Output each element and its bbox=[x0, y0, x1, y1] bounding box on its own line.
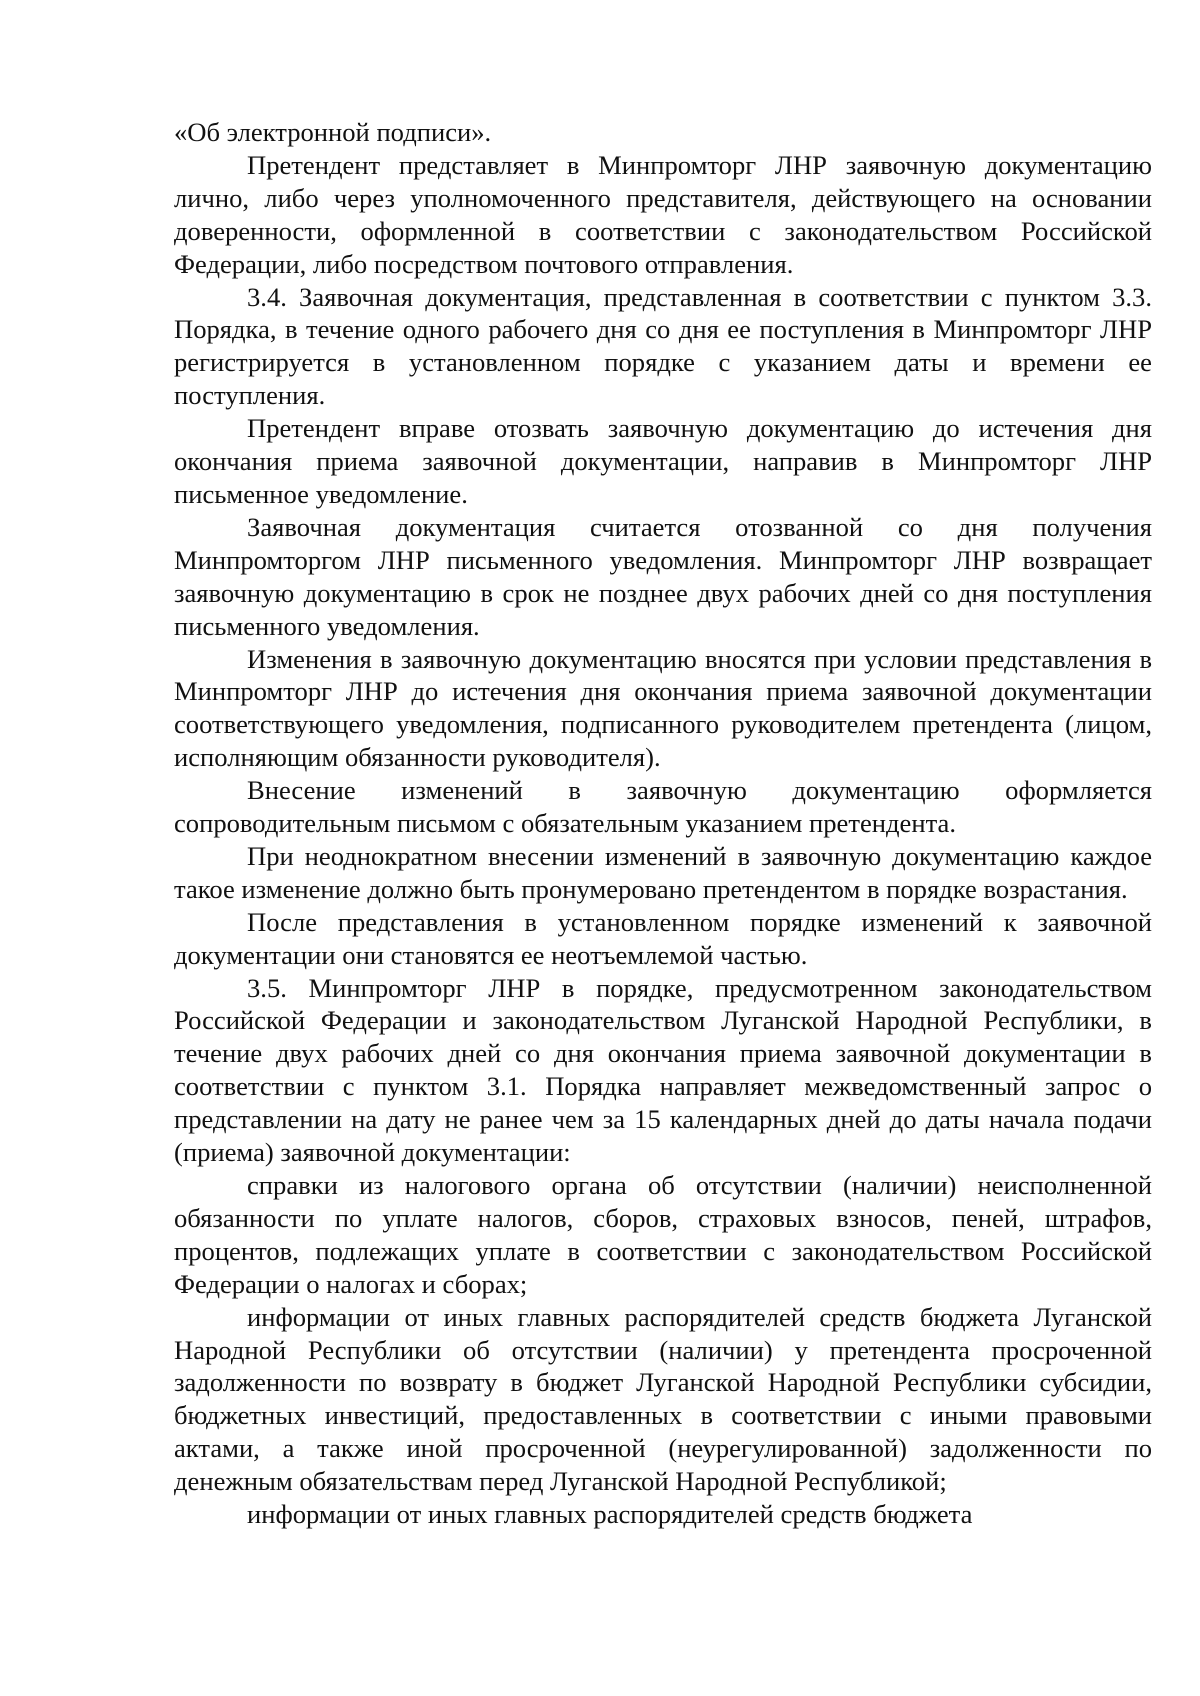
paragraph-12: информации от иных главных распорядителей средств бюджета Луганской Народной Республики об отсутствии (наличии) у претендента просроченной задолженности по возврату в бюджет Луганской Народной Республики субсидии, бюджетных инвестиций, предоставленных в соответствии с иными правовыми актами, а также иной просроченной (неурегулированной) задолженности по денежным обязательствам перед Луганской Народной Республикой; bbox=[174, 1301, 1152, 1497]
document-page bbox=[174, 116, 1152, 1531]
paragraph-11: справки из налогового органа об отсутствии (наличии) неисполненной обязанности по уплате налогов, сборов, страховых взносов, пеней, штрафов, процентов, подлежащих уплате в соответствии с законодательством Российской Федерации о налогах и сборах; bbox=[174, 1170, 1152, 1299]
paragraph-9: После представления в установленном порядке изменений к заявочной документации они становятся ее неотъемлемой частью. bbox=[174, 906, 1152, 970]
paragraph-13: информации от иных главных распорядителей средств бюджета bbox=[247, 1499, 973, 1530]
paragraph-3: 3.4. Заявочная документация, представленная в соответствии с пунктом 3.3. Порядка, в течение одного рабочего дня со дня ее поступления в Минпромторг ЛНР регистрируется в установленном порядке с указанием даты и времени ее поступления. bbox=[174, 281, 1152, 411]
paragraph-6: Изменения в заявочную документацию вносятся при условии представления в Минпромторг ЛНР до истечения дня окончания приема заявочной документации соответствующего уведомления, подписанного руководителем претендента (лицом, исполняющим обязанности руководителя). bbox=[174, 643, 1152, 773]
paragraph-1: «Об электронной подписи». bbox=[174, 117, 492, 147]
paragraph-7: Внесение изменений в заявочную документацию оформляется сопроводительным письмом с обязательным указанием претендента. bbox=[174, 775, 1152, 839]
paragraph-2: Претендент представляет в Минпромторг ЛНР заявочную документацию лично, либо через уполномоченного представителя, действующего на основании доверенности, оформленной в соответствии с законодательством Российской Федерации, либо посредством почтового отправления. bbox=[174, 149, 1152, 279]
paragraph-5: Заявочная документация считается отозванной со дня получения Минпромторгом ЛНР письменного уведомления. Минпромторг ЛНР возвращает заявочную документацию в срок не позднее двух рабочих дней со дня поступления письменного уведомления. bbox=[174, 511, 1152, 641]
paragraph-4: Претендент вправе отозвать заявочную документацию до истечения дня окончания приема заявочной документации, направив в Минпромторг ЛНР письменное уведомление. bbox=[174, 413, 1152, 509]
paragraph-8: При неоднократном внесении изменений в заявочную документацию каждое такое изменение должно быть пронумеровано претендентом в порядке возрастания. bbox=[174, 840, 1152, 904]
paragraph-10: 3.5. Минпромторг ЛНР в порядке, предусмотренном законодательством Российской Федерации и законодательством Луганской Народной Республики, в течение двух рабочих дней со дня окончания приема заявочной документации в соответствии с пунктом 3.1. Порядка направляет межведомственный запрос о представлении на дату не ранее чем за 15 календарных дней до даты начала подачи (приема) заявочной документации: bbox=[174, 972, 1152, 1168]
